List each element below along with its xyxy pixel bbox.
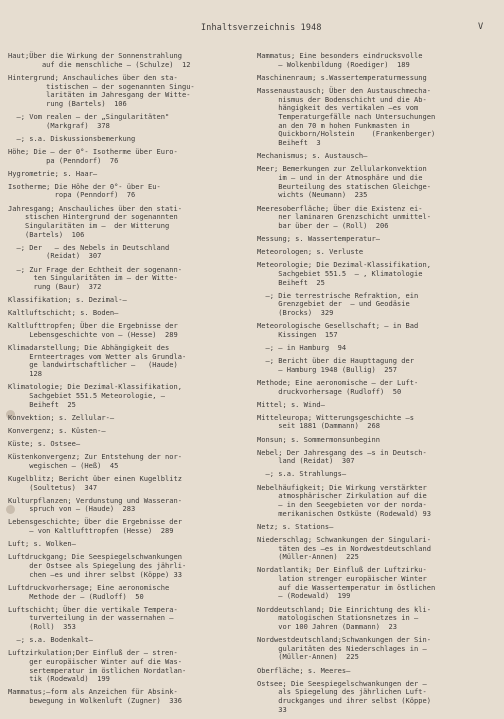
index-entry [8, 553, 233, 579]
index-entry [257, 436, 497, 445]
entry-line: Methode der — (Rudloff) 50 [8, 591, 144, 601]
entry-line: —; Vom realen — der „Singularitäten" [8, 112, 170, 121]
index-entry [257, 667, 497, 676]
index-entry [8, 649, 233, 684]
entry-line: hängigkeit des vertikalen —es vom [257, 103, 419, 113]
index-entry [8, 148, 233, 165]
index-entry [257, 152, 497, 161]
entry-line: auf die menschliche — (Schulze) 12 [8, 59, 191, 69]
index-entry [8, 518, 233, 535]
entry-line: Klimadarstellung; Die Abhängigkeit des [8, 343, 170, 353]
index-entry [8, 205, 233, 240]
entry-line: Mammatus;—form als Anzeichen für Absink- [8, 687, 178, 697]
index-entry [257, 484, 497, 519]
entry-line: Nebelhäufigkeit; Die Wirkung verstärkter [257, 482, 427, 492]
entry-line: Monsun; s. Sommermonsunbeginn [257, 434, 381, 444]
entry-line: ge landwirtschaftlicher — (Haude) [8, 360, 178, 370]
entry-line: Oberfläche; s. Meeres— [257, 665, 351, 675]
entry-line: Nordatlantik; Der Einfluß der Luftzirku- [257, 565, 427, 575]
index-entry [8, 244, 233, 261]
index-entry [8, 74, 233, 109]
entry-line: — (Rodewald) 199 [257, 591, 351, 601]
index-entry [8, 183, 233, 200]
entry-line: Beiheft 25 [8, 399, 76, 409]
entry-line: Kugelblitz; Bericht über einen Kugelblitz [8, 473, 182, 483]
entry-line: Kaltlufttropfen; Über die Ergebnisse der [8, 321, 178, 331]
entry-line: 128 [8, 369, 42, 379]
entry-line: täten des —es in Nordwestdeutschland [257, 543, 431, 553]
entry-line: 33 [257, 704, 287, 714]
index-entry [8, 113, 233, 130]
entry-line: vor 100 Jahren (Dammann) 23 [257, 621, 398, 631]
entry-line: Mitteleuropa; Witterungsgeschichte —s [257, 412, 414, 422]
index-entry [8, 266, 233, 292]
index-entry [257, 52, 497, 69]
entry-line: —; Der — des Nebels in Deutschland [8, 242, 170, 252]
entry-line: wegischen — (Heß) 45 [8, 460, 119, 470]
index-entry [8, 309, 233, 318]
index-entry [8, 296, 233, 305]
entry-line: Nordwestdeutschland;Schwankungen der Sin- [257, 635, 431, 645]
entry-line: Ernteertrages vom Wetter als Grundla- [8, 351, 187, 361]
entry-line: gularitäten des Niederschlages in — [257, 643, 427, 653]
entry-line: bar über der — (Roll) 206 [257, 220, 389, 230]
index-entry [8, 540, 233, 549]
entry-line: stischen Hintergrund der sogenannten [8, 212, 178, 222]
page-title: Inhaltsverzeichnis 1948 [201, 22, 322, 32]
entry-line: Kaltluftschicht; s. Boden— [8, 308, 119, 318]
entry-line: Küste; s. Ostsee— [8, 438, 81, 448]
entry-line: (Reidat) 307 [8, 251, 102, 261]
entry-line: druckvorhersage (Rudloff) 50 [257, 386, 402, 396]
entry-line: Beiheft 3 [257, 138, 321, 148]
entry-line: Klassifikation; s. Dezimal-— [8, 295, 127, 305]
entry-line: ner laminaren Grenzschicht unmittel- [257, 212, 431, 222]
index-entry [257, 566, 497, 601]
index-column-right [257, 52, 497, 719]
entry-line: — Hamburg 1948 (Bullig) 257 [257, 364, 398, 374]
index-entry [8, 636, 233, 645]
index-entry [8, 584, 233, 601]
entry-line: ger europäischer Winter auf die Was- [8, 656, 182, 666]
entry-line: Konvektion; s. Zellular-— [8, 412, 115, 422]
entry-line: laritäten im Jahresgang der Witte- [8, 90, 191, 100]
index-entry [257, 606, 497, 632]
entry-line: wichts (Neumann) 235 [257, 190, 368, 200]
index-entry [257, 379, 497, 396]
entry-line: Methode; Eine aeronomische — der Luft- [257, 377, 419, 387]
index-entry [8, 414, 233, 423]
entry-line: Netz; s. Stations— [257, 521, 334, 531]
entry-line: Meteorologen; s. Verluste [257, 247, 364, 257]
entry-line: Singularitäten im — der Witterung [8, 220, 170, 230]
entry-line: — Wolkenbildung (Roediger) 189 [257, 59, 410, 69]
entry-line: tik (Rodewald) 199 [8, 674, 110, 684]
index-entry [257, 523, 497, 532]
index-entry [257, 636, 497, 662]
entry-line: Messung; s. Wassertemperatur— [257, 234, 381, 243]
entry-line: Mittel; s. Wind— [257, 399, 325, 409]
entry-line: bewegung in Wolkenluft (Zugner) 336 [8, 696, 182, 706]
page-header [0, 22, 504, 36]
entry-line: —; s.a. Bodenkalt— [8, 635, 93, 645]
index-entry [257, 205, 497, 231]
entry-line: seit 1881 (Dammann) 268 [257, 421, 381, 431]
entry-line: Niederschlag; Schwankungen der Singulari- [257, 534, 431, 544]
index-entry [257, 165, 497, 200]
index-entry [8, 606, 233, 632]
entry-line: der Ostsee als Spiegelung des jährli- [8, 561, 187, 571]
entry-line: Kissingen 157 [257, 329, 338, 339]
entry-line: Mammatus; Eine besonders eindrucksvolle [257, 51, 423, 60]
entry-line: auf die Wassertemperatur im östlichen [257, 582, 436, 592]
entry-line: atmosphärischer Zirkulation auf die [257, 491, 427, 501]
index-entry [257, 680, 497, 715]
entry-line: Maschinenraum; s.Wassertemperaturmessung [257, 72, 427, 82]
index-entry [257, 414, 497, 431]
entry-line: Klimatologie; Die Dezimal-Klassifikation, [8, 382, 182, 392]
entry-line: (Müller-Annen) 225 [257, 552, 359, 562]
entry-line: Sachgebiet 551.5 Meteorologie, — [8, 390, 165, 400]
entry-line: Grenzgebiet der — und Geodäsie [257, 299, 410, 309]
index-entry [257, 357, 497, 374]
entry-line: (Brocks) 329 [257, 308, 334, 318]
entry-line: —; Zur Frage der Echtheit der sogenann- [8, 264, 182, 274]
entry-line: Isotherme; Die Höhe der 0°- über Eu- [8, 181, 161, 191]
entry-line: (Bartels) 106 [8, 229, 85, 239]
index-entry [8, 427, 233, 436]
entry-line: (Roll) 353 [8, 622, 76, 632]
entry-line: rung (Bartels) 106 [8, 98, 127, 108]
entry-line: Beurteilung des statischen Gleichge- [257, 181, 431, 191]
entry-line: Luft; s. Wolken— [8, 539, 76, 549]
index-entry [257, 322, 497, 339]
index-entry [8, 453, 233, 470]
entry-line: Hygrometrie; s. Haar— [8, 168, 98, 178]
index-entry [257, 401, 497, 410]
index-column-left [8, 52, 233, 710]
entry-line: — von Kaltlufttropfen (Hesse) 289 [8, 526, 174, 536]
entry-line: matologischen Stationsnetzes in — [257, 613, 419, 623]
entry-line: Meteorologie; Die Dezimal-Klassifikation, [257, 260, 431, 270]
index-entry [257, 344, 497, 353]
entry-line: —; Die terrestrische Refraktion, ein [257, 290, 419, 300]
entry-line: —; Bericht über die Haupttagung der [257, 356, 414, 366]
index-entry [257, 261, 497, 287]
entry-line: Temperaturgefälle nach Untersuchungen [257, 112, 436, 121]
entry-line: spruch von — (Haude) 283 [8, 504, 136, 514]
entry-line: chen —es und ihrer selbst (Köppe) 33 [8, 569, 182, 579]
entry-line: Sachgebiet 551.5 — , Klimatologie [257, 268, 423, 278]
index-entry [8, 52, 233, 69]
entry-line: merikanischen Ostküste (Rodewald) 93 [257, 508, 431, 518]
index-entry [8, 440, 233, 449]
entry-line: Nebel; Der Jahresgang des —s in Deutsch- [257, 447, 427, 457]
entry-line: Höhe; Die — der 0°- Isotherme über Euro- [8, 146, 178, 156]
entry-line: land (Reidat) 307 [257, 456, 355, 466]
volume-number: V [478, 22, 484, 32]
index-entry [257, 74, 497, 83]
entry-line: Norddeutschland; Die Einrichtung des kli- [257, 604, 431, 614]
entry-line: Lebensgeschichte von — (Hesse) 289 [8, 329, 178, 339]
index-entry [8, 322, 233, 339]
index-entry [8, 688, 233, 705]
entry-line: druckganges und ihrer selbst (Köppe) [257, 696, 431, 706]
entry-line: sertemperatur im östlichen Nordatlan- [8, 665, 187, 675]
entry-line: turverteilung in der wassernahen — [8, 613, 174, 623]
index-entry [257, 235, 497, 244]
index-entry [8, 344, 233, 379]
index-entry [257, 449, 497, 466]
entry-line: rung (Baur) 372 [8, 281, 102, 291]
index-entry [257, 292, 497, 318]
entry-line: Meer; Bemerkungen zur Zellularkonvektion [257, 164, 427, 174]
index-entry [257, 87, 497, 148]
entry-line: ropa (Penndorf) 76 [8, 190, 136, 200]
entry-line: pa (Penndorf) 76 [8, 155, 119, 165]
entry-line: (Müller-Annen) 225 [257, 652, 359, 662]
entry-line: —; s.a. Strahlungs— [257, 469, 347, 479]
entry-line: tistischen — der sogenannten Singu- [8, 81, 195, 91]
entry-line: —; — in Hamburg 94 [257, 342, 347, 352]
entry-line: Massenaustausch; Über den Austauschmecha- [257, 85, 431, 95]
entry-line: Quickborn/Holstein (Frankenberger) [257, 129, 436, 139]
entry-line: Meeresoberfläche; Über die Existenz ei- [257, 203, 423, 213]
index-entry [8, 170, 233, 179]
entry-line: (Soultetus) 347 [8, 482, 98, 492]
entry-line: Luftdruckgang; Die Seespiegelschwankungen [8, 552, 182, 562]
entry-line: Haut;Über die Wirkung der Sonnenstrahlung [8, 51, 182, 60]
entry-line: nismus der Bodenschicht und die Ab- [257, 94, 427, 104]
entry-line: Ostsee; Die Seespiegelschwankungen der — [257, 678, 427, 688]
entry-line: (Markgraf) 378 [8, 120, 110, 130]
entry-line: Luftschicht; Über die vertikale Tempera- [8, 604, 178, 614]
entry-line: lation strenger europäischer Winter [257, 574, 427, 584]
entry-line: Mechanismus; s. Austausch— [257, 151, 368, 161]
index-entry [8, 497, 233, 514]
entry-line: Luftdruckvorhersage; Eine aeronomische [8, 582, 170, 592]
entry-line: — in den Seegebieten vor der norda- [257, 499, 427, 509]
entry-line: Meteorologische Gesellschaft; — in Bad [257, 321, 419, 331]
entry-line: —; s.a. Diskussionsbemerkung [8, 133, 136, 143]
index-entry [8, 383, 233, 409]
entry-line: im — und in der Atmosphäre und die [257, 173, 423, 182]
entry-line: Kulturpflanzen; Verdunstung und Wasseran- [8, 495, 182, 505]
entry-line: Küstenkonvergenz; Zur Entstehung der nor- [8, 452, 182, 462]
index-entry [257, 470, 497, 479]
entry-line: Hintergrund; Anschauliches über den sta- [8, 72, 178, 82]
entry-line: Jahresgang; Anschauliches über den stati- [8, 203, 182, 213]
entry-line: Beiheft 25 [257, 277, 325, 287]
entry-line: an den 70 m hohen Funkmasten in [257, 120, 410, 130]
entry-line: Konvergenz; s. Küsten-— [8, 425, 106, 435]
entry-line: Lebensgeschichte; Über die Ergebnisse der [8, 517, 182, 527]
entry-line: Luftzirkulation;Der Einfluß der — stren- [8, 648, 178, 658]
entry-line: ten Singularitäten im — der Witte- [8, 273, 178, 283]
entry-line: als Spiegelung des jährlichen Luft- [257, 687, 427, 697]
index-entry [8, 135, 233, 144]
index-entry [8, 475, 233, 492]
index-entry [257, 248, 497, 257]
index-entry [257, 536, 497, 562]
